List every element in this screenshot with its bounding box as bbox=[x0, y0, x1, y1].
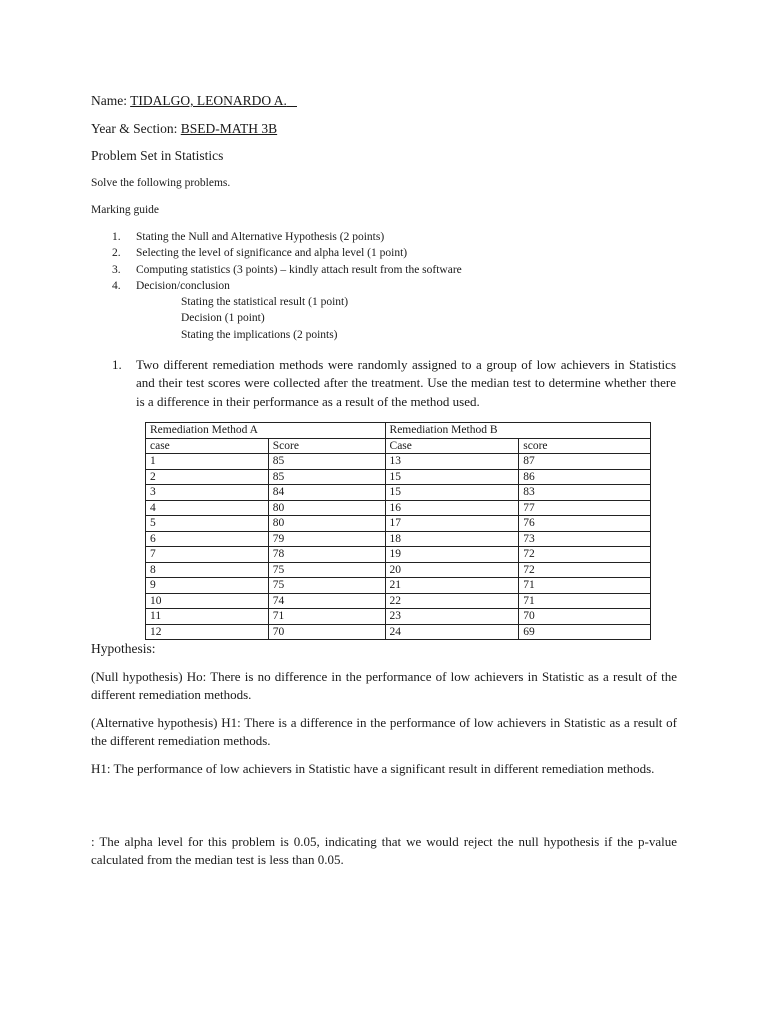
item-text: Selecting the level of significance and alpha level (1 point) bbox=[136, 247, 408, 260]
table-column-header-row bbox=[146, 438, 651, 454]
table-row bbox=[146, 593, 651, 609]
alternative-hypothesis-text: (Alternative hypothesis) H1: There is a difference in the performance of low achievers in Statistic as a result of the different remediation methods. bbox=[91, 715, 677, 749]
year-section-value: BSED-MATH 3B bbox=[180, 121, 278, 136]
cell: 20 bbox=[385, 562, 519, 578]
cell: 16 bbox=[385, 500, 519, 516]
cell: 2 bbox=[146, 469, 269, 485]
marking-guide-item bbox=[112, 278, 462, 294]
table-row bbox=[146, 578, 651, 594]
column-header: Case bbox=[385, 438, 519, 454]
group-header-method-b: Remediation Method B bbox=[385, 423, 650, 439]
problem-text: Two different remediation methods were randomly assigned to a group of low achievers in Statistics and their test scores were collected after the treatment. Use the median test to determine whether there is a difference in their performance as a result of the method used. bbox=[136, 357, 676, 409]
cell: 3 bbox=[146, 485, 269, 501]
cell: 80 bbox=[268, 500, 385, 516]
cell: 78 bbox=[268, 547, 385, 563]
cell: 15 bbox=[385, 485, 519, 501]
table-row bbox=[146, 485, 651, 501]
cell: 4 bbox=[146, 500, 269, 516]
cell: 85 bbox=[268, 454, 385, 470]
cell: 7 bbox=[146, 547, 269, 563]
sub-item: Stating the statistical result (1 point) bbox=[181, 296, 349, 308]
cell: 23 bbox=[385, 609, 519, 625]
cell: 85 bbox=[268, 469, 385, 485]
cell: 15 bbox=[385, 469, 519, 485]
cell: 80 bbox=[268, 516, 385, 532]
name-underline-pad bbox=[287, 93, 297, 108]
cell: 24 bbox=[385, 624, 519, 640]
cell: 79 bbox=[268, 531, 385, 547]
item-number: 4. bbox=[112, 279, 121, 292]
problem-statement bbox=[112, 356, 676, 411]
cell: 22 bbox=[385, 593, 519, 609]
cell: 75 bbox=[268, 578, 385, 594]
problem-number: 1. bbox=[112, 357, 122, 372]
cell: 17 bbox=[385, 516, 519, 532]
column-header: score bbox=[519, 438, 651, 454]
cell: 13 bbox=[385, 454, 519, 470]
cell: 73 bbox=[519, 531, 651, 547]
year-section-label: Year & Section: bbox=[91, 121, 178, 136]
alpha-level-text: : The alpha level for this problem is 0.05, indicating that we would reject the null hypothesis if the p-value calculated from the median test is less than 0.05. bbox=[91, 834, 677, 868]
item-text: Stating the Null and Alternative Hypothesis (2 points) bbox=[136, 231, 385, 243]
sub-item: Stating the implications (2 points) bbox=[181, 328, 338, 341]
cell: 21 bbox=[385, 578, 519, 594]
cell: 75 bbox=[268, 562, 385, 578]
cell: 9 bbox=[146, 578, 269, 594]
table-row bbox=[146, 516, 651, 532]
table-row bbox=[146, 469, 651, 485]
column-header: Score bbox=[268, 438, 385, 454]
cell: 70 bbox=[268, 624, 385, 640]
cell: 87 bbox=[519, 454, 651, 470]
item-number: 2. bbox=[112, 247, 121, 260]
instruction-text: Solve the following problems. bbox=[91, 177, 231, 189]
hypothesis-label: Hypothesis: bbox=[91, 641, 156, 656]
year-section-line bbox=[91, 121, 277, 137]
cell: 71 bbox=[268, 609, 385, 625]
marking-guide-sub-list bbox=[181, 294, 348, 343]
cell: 86 bbox=[519, 469, 651, 485]
column-header: case bbox=[146, 438, 269, 454]
table-row bbox=[146, 531, 651, 547]
table-row bbox=[146, 454, 651, 470]
cell: 12 bbox=[146, 624, 269, 640]
sub-item: Decision (1 point) bbox=[181, 312, 265, 325]
marking-guide-item bbox=[112, 229, 462, 245]
group-header-method-a: Remediation Method A bbox=[146, 423, 386, 439]
table-row bbox=[146, 500, 651, 516]
table-row bbox=[146, 562, 651, 578]
cell: 76 bbox=[519, 516, 651, 532]
cell: 69 bbox=[519, 624, 651, 640]
marking-guide-label: Marking guide bbox=[91, 204, 160, 216]
null-hypothesis-text: (Null hypothesis) Ho: There is no difference in the performance of low achievers in Statistic as a result of the different remediation methods. bbox=[91, 669, 677, 703]
table-row bbox=[146, 609, 651, 625]
table-row bbox=[146, 624, 651, 640]
cell: 8 bbox=[146, 562, 269, 578]
name-label: Name: bbox=[91, 93, 127, 108]
cell: 70 bbox=[519, 609, 651, 625]
item-number: 1. bbox=[112, 231, 121, 243]
marking-guide-item bbox=[112, 262, 462, 278]
cell: 83 bbox=[519, 485, 651, 501]
cell: 18 bbox=[385, 531, 519, 547]
marking-guide-list bbox=[112, 229, 462, 294]
scores-table bbox=[145, 422, 651, 640]
cell: 71 bbox=[519, 578, 651, 594]
cell: 72 bbox=[519, 562, 651, 578]
item-text: Decision/conclusion bbox=[136, 279, 230, 292]
cell: 71 bbox=[519, 593, 651, 609]
cell: 77 bbox=[519, 500, 651, 516]
cell: 84 bbox=[268, 485, 385, 501]
h1-statement-text: H1: The performance of low achievers in Statistic have a significant result in different remediation methods. bbox=[91, 761, 655, 776]
table-row bbox=[146, 547, 651, 563]
item-number: 3. bbox=[112, 263, 121, 276]
cell: 74 bbox=[268, 593, 385, 609]
cell: 72 bbox=[519, 547, 651, 563]
cell: 5 bbox=[146, 516, 269, 532]
cell: 6 bbox=[146, 531, 269, 547]
cell: 1 bbox=[146, 454, 269, 470]
cell: 11 bbox=[146, 609, 269, 625]
table-group-header-row bbox=[146, 423, 651, 439]
name-value: TIDALGO, LEONARDO A. bbox=[130, 93, 287, 108]
cell: 19 bbox=[385, 547, 519, 563]
marking-guide-item bbox=[112, 245, 462, 261]
name-line bbox=[91, 93, 297, 109]
item-text: Computing statistics (3 points) – kindly attach result from the software bbox=[136, 263, 462, 276]
cell: 10 bbox=[146, 593, 269, 609]
document-title: Problem Set in Statistics bbox=[91, 148, 224, 163]
